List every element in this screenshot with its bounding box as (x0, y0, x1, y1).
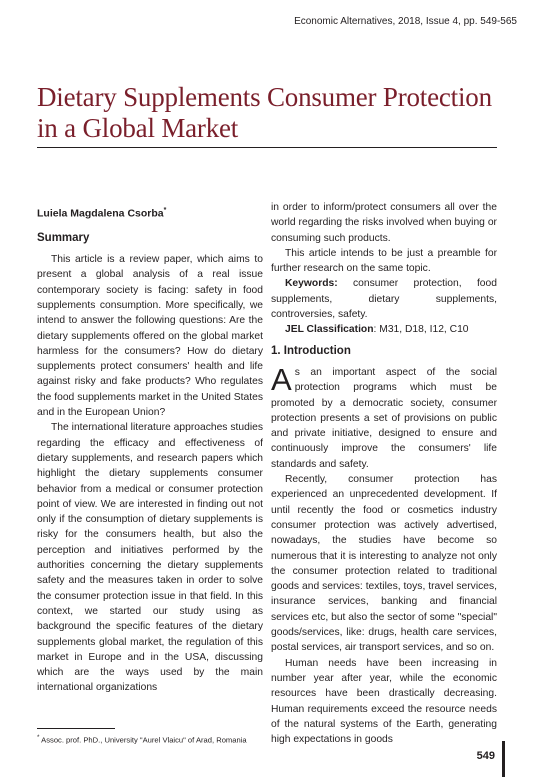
keywords-label: Keywords: (285, 278, 338, 290)
author-footnote-mark: * (163, 207, 167, 214)
author-footnote: * Assoc. prof. PhD., University "Aurel Vlaicu" of Arad, Romania (37, 734, 247, 745)
footnote-divider (37, 728, 115, 729)
introduction-heading: 1. Introduction (271, 344, 351, 357)
right-column (271, 200, 497, 747)
left-column (37, 200, 263, 696)
drop-cap: A (271, 361, 292, 397)
article-title: Dietary Supplements Consumer Protection in a Global Market (37, 82, 492, 143)
jel-text: : M31, D18, I12, C10 (373, 324, 469, 336)
summary-paragraph-3: in order to inform/protect consumers all over the world regarding the risks involved when buying or consuming such products. (271, 202, 497, 244)
journal-reference: Economic Alternatives, 2018, Issue 4, pp. 549-565 (294, 16, 517, 27)
page-edge-bar (502, 741, 505, 777)
author-name: Luiela Magdalena Csorba* (37, 207, 167, 220)
summary-heading: Summary (37, 231, 90, 244)
summary-paragraph-2: The international literature approaches studies regarding the efficacy and effectiveness of dietary supplements, and research papers which highlight the dietary supplements consumer behavior from a medical or consumer protection point of view. We are interested in finding out not only if the consumption of dietary supplements is risky for the consumers health, but also the perception and initiatives performed by the authorities concerning the dietary supplements safety and the measures taken in order to solve the consumer protection issue in that field. In this context, we started our study using as background the specific features of the dietary supplements global market, the regulation of this market in Europe and in the USA, discussing which are the ways used by the main international organizations (37, 422, 263, 694)
jel-paragraph (271, 322, 497, 337)
keywords-text: consumer protection, food supplements, dietary supplements, controversies, safety. (271, 278, 497, 321)
page-number: 549 (476, 750, 495, 762)
introduction-paragraph-1: As an important aspect of the social protection programs which must be promoted by a democratic society, consumer protection presents a set of provisions on public and private initiative, designed to ensure and continuously improve the consumers' life standards and safety. (271, 361, 497, 470)
summary-paragraph-1: This article is a review paper, which aims to present a global analysis of a real issue contemporary society is facing: safety in food supplements consumption. More specifically, we intend to answer the following questions: Are the dietary supplements offered on the global market harmless for the consumers? How do dietary supplements protect consumers' health and life against risky and fake products? Who regulates the food supplements market in the United States and in the European Union? (37, 254, 263, 419)
introduction-paragraph-3: Human needs have been increasing in number year after year, while the economic resources have been drastically decreasing. Human requirements exceed the resource needs of the natural systems of the Earth, generating high expectations in goods (271, 657, 497, 746)
title-divider (37, 147, 497, 148)
keywords-paragraph (271, 276, 497, 322)
jel-label: JEL Classification (285, 324, 374, 336)
introduction-paragraph-2: Recently, consumer protection has experienced an unprecedented development. If until recently the food or cosmetics industry consumer protection was actively advertised, nowadays, the studies have become so numerous that it is interesting to analyze not only the consumer protection related to traditional goods and services: textiles, toys, travel services, insurance services, banking and financial services etc, but also the sector of some "special" goods/services, like: drugs, health care services, postal services, air transport services, and so on. (271, 474, 497, 654)
summary-paragraph-4: This article intends to be just a preamble for further research on the same topic. (271, 247, 497, 275)
